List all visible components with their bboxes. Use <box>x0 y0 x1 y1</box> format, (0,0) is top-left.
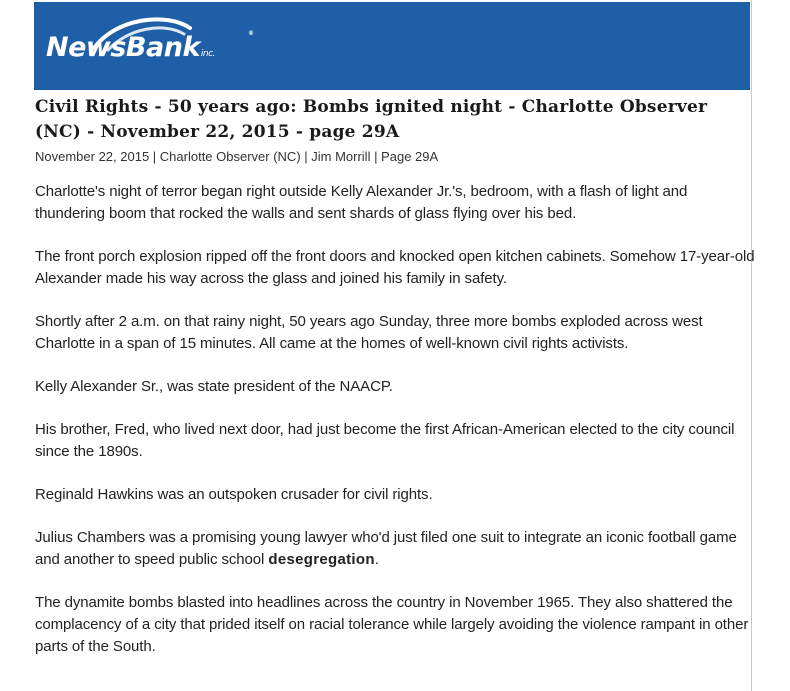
article-paragraph-highlight <box>35 527 757 571</box>
article-paragraph: The dynamite bombs blasted into headlines across the country in November 1965. They also shattered the complacency of a city that prided itself on racial tolerance while largely avoiding the violence rampant in other parts of the South. <box>35 594 749 655</box>
paragraph-tail: . <box>374 551 379 568</box>
article-paragraph: The front porch explosion ripped off the front doors and knocked open kitchen cabinets. Somehow 17-year-old Alexander made his way across the glass and joined his family in safety. <box>35 248 755 287</box>
article-paragraph: Kelly Alexander Sr., was state president of the NAACP. <box>35 378 393 395</box>
article-paragraph: Charlotte's night of terror began right outside Kelly Alexander Jr.'s, bedroom, with a flash of light and thundering boom that rocked the walls and sent shards of glass flying over his bed. <box>35 183 688 222</box>
logo-registered-mark: ® <box>248 30 254 37</box>
newsbank-logo <box>46 30 254 66</box>
logo-wordmark: NewsBank <box>46 32 200 63</box>
article-byline: November 22, 2015 | Charlotte Observer (NC) | Jim Morrill | Page 29A <box>35 149 439 164</box>
newsbank-banner <box>34 2 750 90</box>
highlighted-search-term: desegregation <box>268 551 375 568</box>
article-paragraph: Shortly after 2 a.m. on that rainy night, 50 years ago Sunday, three more bombs exploded across west Charlotte in a span of 15 minutes. All came at the homes of well-known civil rights activists. <box>35 313 703 352</box>
article-paragraph: His brother, Fred, who lived next door, had just become the first African-American elected to the city council since the 1890s. <box>35 421 735 460</box>
paragraph-text: Julius Chambers was a promising young lawyer who'd just filed one suit to integrate an iconic football game and another to speed public school <box>35 529 737 568</box>
logo-inc: inc. <box>200 49 215 59</box>
article-body <box>35 181 757 679</box>
article-headline: Civil Rights - 50 years ago: Bombs ignited night - Charlotte Observer (NC) - November 22, 2015 - page 29A <box>35 97 708 142</box>
article-paragraph: Reginald Hawkins was an outspoken crusader for civil rights. <box>35 486 433 503</box>
